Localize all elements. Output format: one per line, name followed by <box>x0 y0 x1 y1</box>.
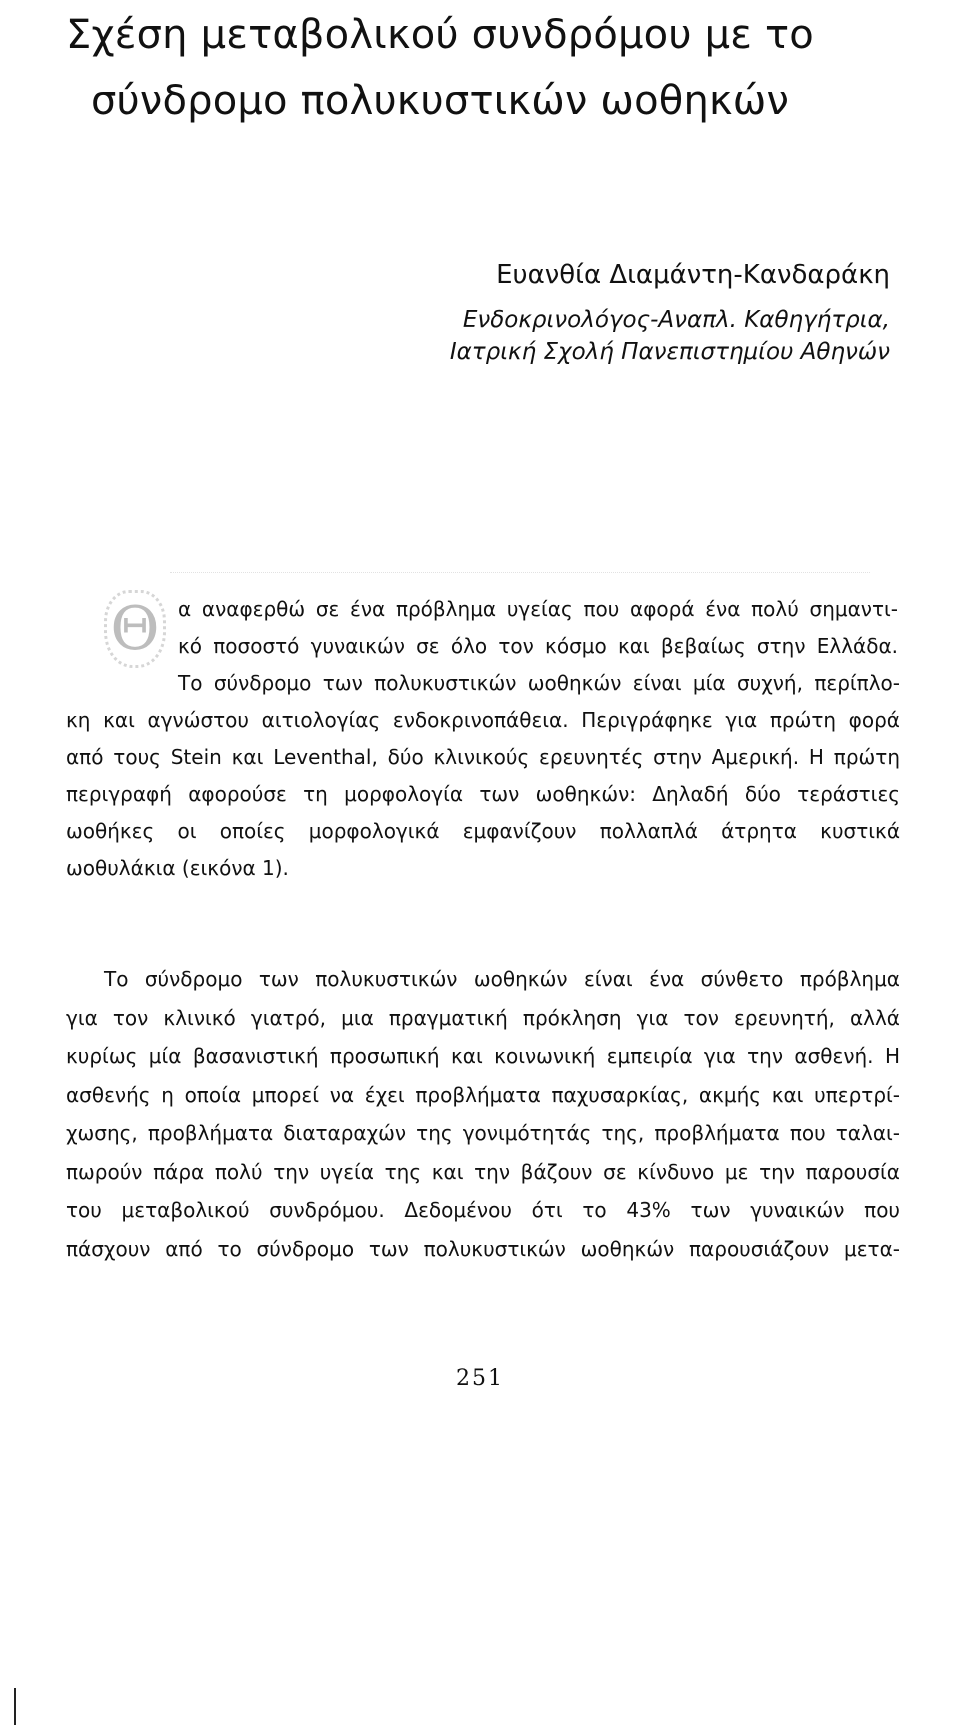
article-title <box>66 2 916 134</box>
text-line: ασθενής η οποία μπορεί να έχει προβλήματα παχυσαρκίας, ακμής και υπερτρί- <box>66 1082 900 1107</box>
page-number: 251 <box>456 1366 504 1391</box>
text-line: για τον κλινικό γιατρό, μια πραγματική πρόκληση για τον ερευνητή, αλλά <box>66 1005 900 1030</box>
author-affiliation <box>290 304 890 368</box>
text-line: περιγραφή αφορούσε τη μορφολογία των ωοθηκών: Δηλαδή δύο τεράστιες <box>66 782 900 806</box>
affiliation-line-1: Ενδοκρινολόγος-Αναπλ. Καθηγήτρια, <box>462 307 890 333</box>
text-line: ωοθυλάκια (εικόνα 1). <box>66 856 289 880</box>
text-line: ωοθήκες οι οποίες μορφολογικά εμφανίζουν πολλαπλά άτρητα κυστικά <box>66 819 900 843</box>
drop-cap-initial: Θ <box>100 590 170 668</box>
text-line: του μεταβολικού συνδρόμου. Δεδομένου ότι το 43% των γυναικών που <box>66 1198 900 1222</box>
text-line: κυρίως μία βασανιστική προσωπική και κοινωνική εμπειρία για την ασθενή. Η <box>66 1044 900 1068</box>
scan-margin-mark <box>14 1688 16 1725</box>
author-name: Ευανθία Διαμάντη-Κανδαράκη <box>496 260 890 290</box>
paragraph-2 <box>66 960 900 1268</box>
text-line: από τους Stein και Leventhal, δύο κλινικούς ερευνητές στην Αμερική. Η πρώτη <box>66 745 900 769</box>
text-line: Το σύνδρομο των πολυκυστικών ωοθηκών είναι μία συχνή, περίπλο- <box>178 671 900 695</box>
text-line: κη και αγνώστου αιτιολογίας ενδοκρινοπάθεια. Περιγράφηκε για πρώτη φορά <box>66 708 900 732</box>
paragraph-1-body <box>66 665 900 887</box>
text-line: κό ποσοστό γυναικών σε όλο τον κόσμο και βεβαίως στην Ελλάδα. <box>178 634 898 658</box>
text-line: πάσχουν από το σύνδρομο των πολυκυστικών ωοθηκών παρουσιάζουν μετα- <box>66 1236 900 1261</box>
text-line: πωρούν πάρα πολύ την υγεία της και την βάζουν σε κίνδυνο με την παρουσία <box>66 1159 900 1184</box>
text-line: α αναφερθώ σε ένα πρόβλημα υγείας που αφορά ένα πολύ σημαντι- <box>178 597 898 621</box>
affiliation-line-2: Ιατρική Σχολή Πανεπιστημίου Αθηνών <box>449 339 890 365</box>
paragraph-1-lead <box>178 591 898 665</box>
faint-separator <box>170 572 870 577</box>
title-line-1: Σχέση μεταβολικού συνδρόμου με το <box>66 12 814 58</box>
author-block <box>290 256 890 368</box>
title-line-2: σύνδρομο πολυκυστικών ωοθηκών <box>91 78 790 124</box>
text-line: χωσης, προβλήματα διαταραχών της γονιμότητάς της, προβλήματα που ταλαι- <box>66 1121 900 1145</box>
text-line: Το σύνδρομο των πολυκυστικών ωοθηκών είναι ένα σύνθετο πρόβλημα <box>104 967 900 991</box>
